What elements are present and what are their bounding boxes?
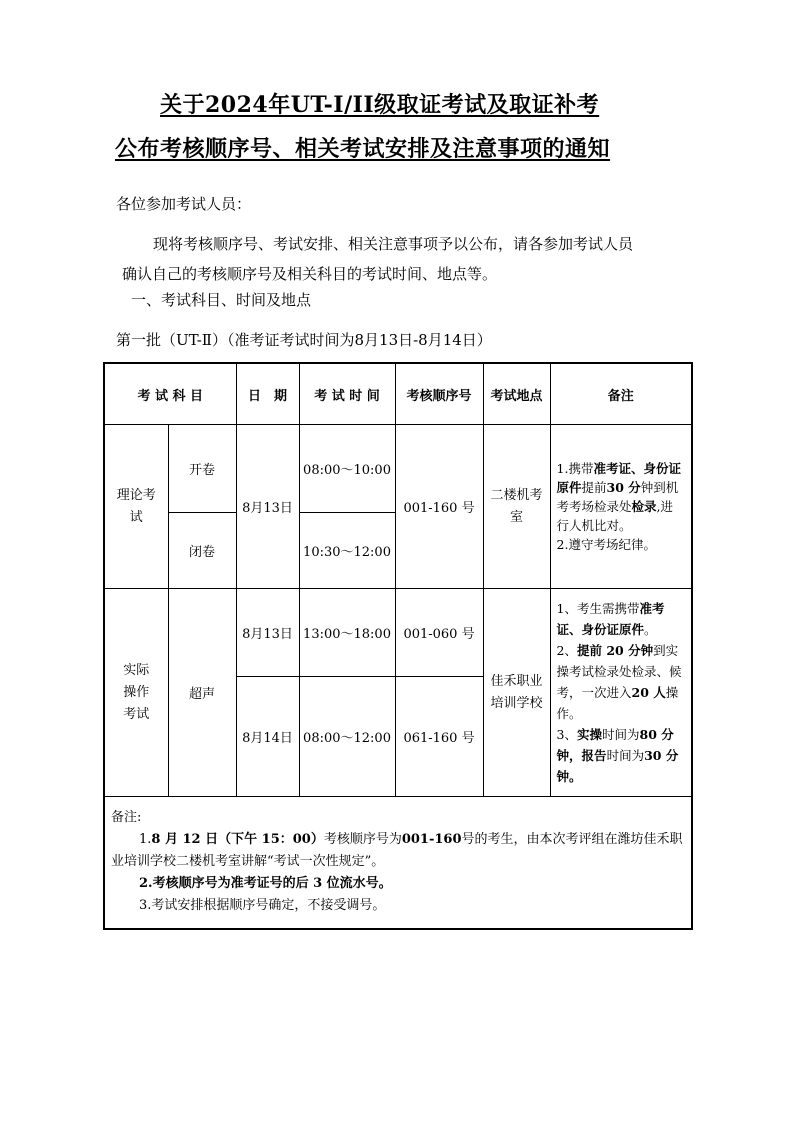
practical-time-2: 08:00～12:00 bbox=[299, 677, 395, 797]
intro-line-1: 现将考核顺序号、考试安排、相关注意事项予以公布，请各参加考试人员 bbox=[153, 235, 634, 253]
practical-date-1: 8月13日 bbox=[236, 589, 299, 677]
theory-time-open: 08:00～10:00 bbox=[299, 425, 395, 513]
remarks-label: 备注: bbox=[111, 810, 142, 825]
title-line-2: 公布考核顺序号、相关考试安排及注意事项的通知 bbox=[115, 136, 611, 162]
greeting: 各位参加考试人员： bbox=[116, 195, 252, 213]
theory-time-closed: 10:30～12:00 bbox=[299, 513, 395, 589]
header-time: 考 试 时 间 bbox=[299, 363, 395, 425]
theory-subject: 理论考试 bbox=[104, 425, 168, 589]
theory-note: 1.携带准考证、身份证原件提前30 分钟到机考考场检录处检录,进行人机比对。 2.遵守考场纪律。 bbox=[550, 425, 692, 589]
table-header-row bbox=[104, 363, 692, 425]
header-note: 备注 bbox=[550, 363, 692, 425]
theory-place: 二楼机考室 bbox=[483, 425, 550, 589]
table-row bbox=[104, 589, 692, 677]
header-date: 日 期 bbox=[236, 363, 299, 425]
intro-line-2: 确认自己的考核顺序号及相关科目的考试时间、地点等。 bbox=[122, 265, 498, 283]
practical-place: 佳禾职业培训学校 bbox=[483, 589, 550, 797]
remark-3: 3.考试安排根据顺序号确定，不接受调号。 bbox=[139, 898, 386, 913]
remark-1-line-1: 1.8 月 12 日（下午 15：00）考核顺序号为001-160号的考生，由本次考评组在潍坊佳禾职 bbox=[139, 832, 683, 847]
theory-open: 开卷 bbox=[168, 425, 236, 513]
practical-seq-2: 061-160 号 bbox=[395, 677, 483, 797]
practical-time-1: 13:00～18:00 bbox=[299, 589, 395, 677]
practical-note: 1、考生需携带准考证、身份证原件。 2、提前 20 分钟到实操考试检录处检录、候考，一次进入20 人操作。 3、实操时间为80 分钟，报告时间为30 分钟。 bbox=[550, 589, 692, 797]
title-line-1: 关于2024年UT-I/II级取证考试及取证补考 bbox=[160, 92, 600, 118]
remark-1-line-2: 业培训学校二楼机考室讲解“考试一次性规定”。 bbox=[111, 854, 385, 869]
remarks-cell bbox=[104, 797, 692, 929]
header-place: 考试地点 bbox=[483, 363, 550, 425]
practical-item: 超声 bbox=[168, 589, 236, 797]
section-heading: 一、考试科目、时间及地点 bbox=[131, 291, 312, 309]
practical-date-2: 8月14日 bbox=[236, 677, 299, 797]
practical-seq-1: 001-060 号 bbox=[395, 589, 483, 677]
table-row bbox=[104, 425, 692, 513]
theory-seq: 001-160 号 bbox=[395, 425, 483, 589]
header-subject: 考 试 科 目 bbox=[104, 363, 236, 425]
batch-heading: 第一批（UT-Ⅱ）（准考证考试时间为8月13日-8月14日） bbox=[116, 331, 492, 349]
header-seq: 考核顺序号 bbox=[395, 363, 483, 425]
practical-subject: 实际操作考试 bbox=[104, 589, 168, 797]
exam-schedule-table bbox=[103, 362, 693, 930]
remark-2: 2.考核顺序号为准考证号的后 3 位流水号。 bbox=[139, 876, 392, 891]
remarks-row bbox=[104, 797, 692, 929]
theory-closed: 闭卷 bbox=[168, 513, 236, 589]
theory-date: 8月13日 bbox=[236, 425, 299, 589]
